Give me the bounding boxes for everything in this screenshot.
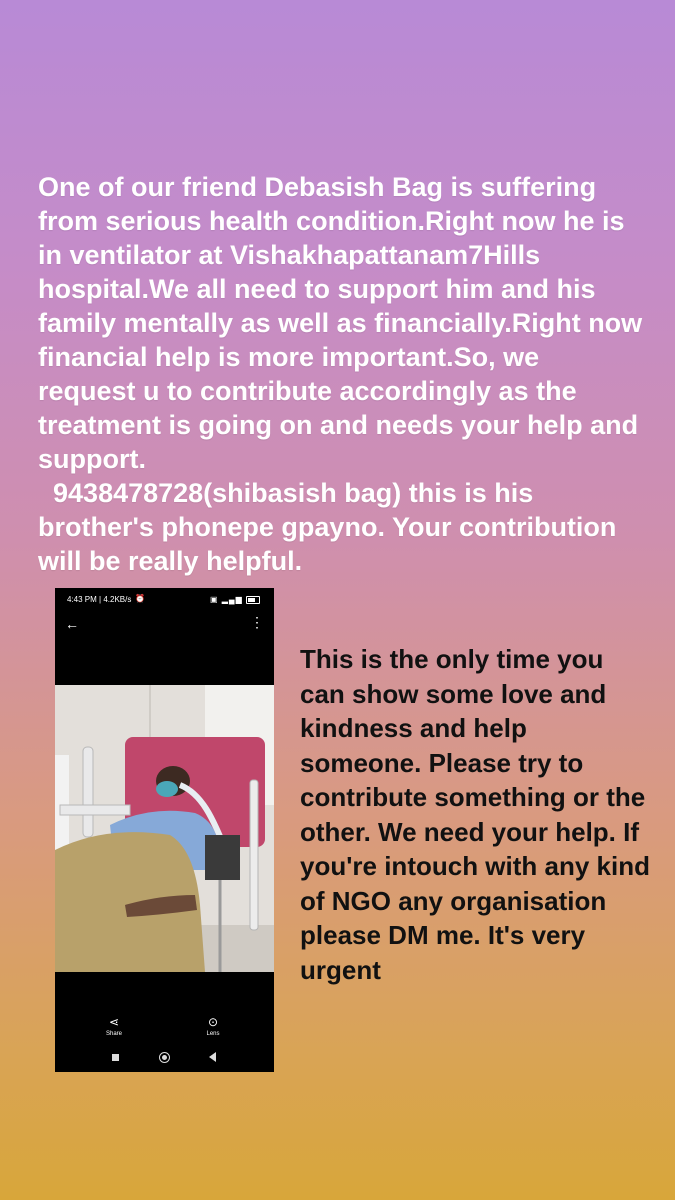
signal-icon: ▂▄▆: [221, 595, 243, 604]
story-side-text: This is the only time you can show some love and kindness and help someone. Please try to contribute something or the other. We need your help. If you're intouch with any kind of NGO any organisation please DM me. It's very urgent: [300, 644, 658, 985]
hospital-bed-illustration: [55, 685, 274, 972]
back-arrow-icon[interactable]: ←: [65, 616, 79, 632]
app-bar: [55, 614, 274, 638]
sim-icon: ▣: [209, 595, 219, 604]
home-icon[interactable]: [159, 1052, 170, 1063]
nav-bar: [55, 1050, 274, 1066]
status-icons: [210, 595, 260, 604]
status-time: 4:43 PM | 4.2KB/s: [67, 595, 132, 604]
status-bar: [55, 588, 274, 610]
share-label: Share: [105, 1031, 122, 1037]
bottom-action-bar: [55, 1016, 274, 1042]
phone-screenshot: [55, 588, 274, 1072]
share-action[interactable]: [94, 1016, 134, 1037]
lens-label: Lens: [206, 1031, 220, 1037]
recents-icon[interactable]: [112, 1054, 119, 1061]
lens-action[interactable]: [193, 1016, 233, 1037]
patient-photo: [55, 685, 274, 972]
nav-back-icon[interactable]: [209, 1052, 216, 1062]
battery-icon: [246, 596, 260, 604]
story-main-text: One of our friend Debasish Bag is suffering from serious health condition.Right now he is in ventilator at Vishakhapattanam7Hills hospital.We all need to support him and his family mentally as well as financially.Right now financial help is more important.So, we request u to contribute accordingly as the treatment is going on and needs your help and support. 9438478728(shibasish bag) this is his brother's phonepe gpayno. Your contribution will be really helpful.: [38, 172, 643, 576]
more-vertical-icon[interactable]: ⋮: [250, 614, 264, 630]
share-icon: ⋖: [108, 1015, 120, 1029]
lens-icon: ⊙: [207, 1015, 219, 1029]
alarm-icon: ⏰: [135, 594, 145, 603]
